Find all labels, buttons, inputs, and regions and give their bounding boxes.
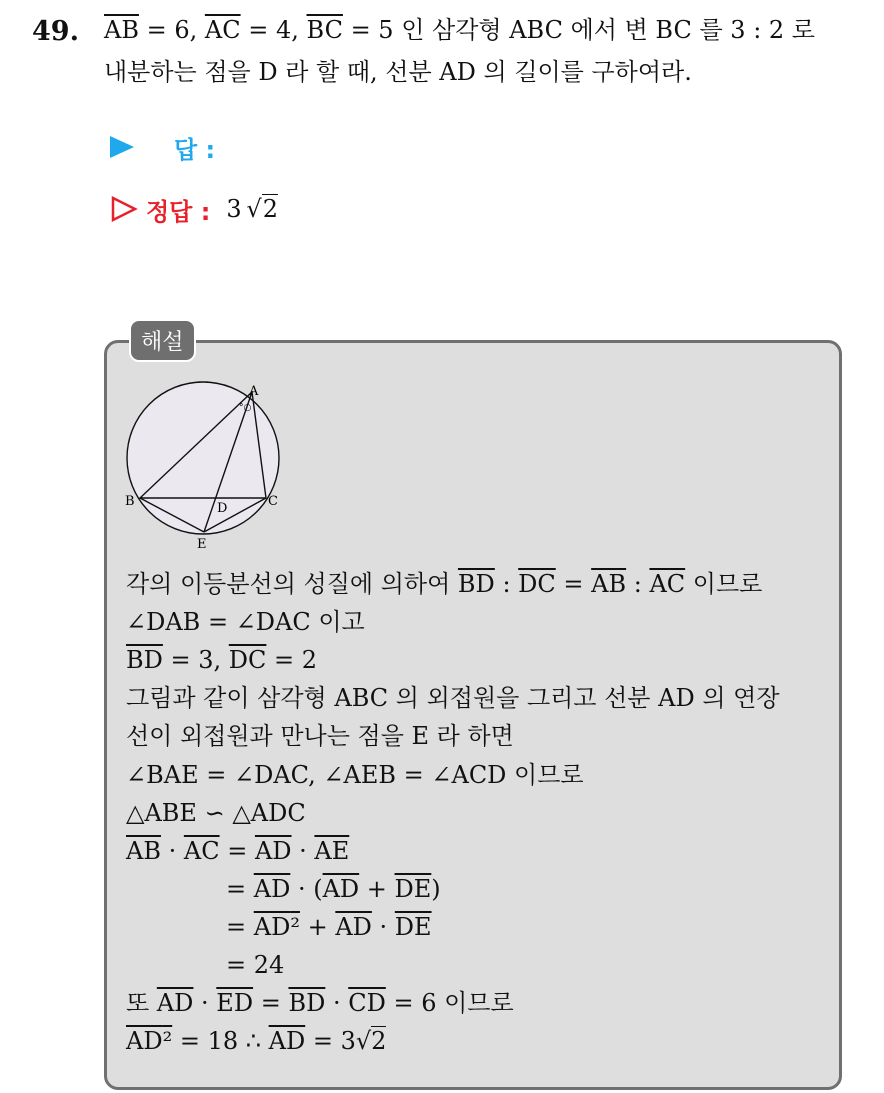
overline-segment: $\overline{AD}$ — [268, 1027, 306, 1055]
overline-segment: $\overline{CD}$ — [348, 989, 386, 1017]
overline-segment: $\overline{AD}$ — [253, 913, 291, 941]
text-run: = 3, — [162, 646, 229, 674]
text-run: 또 — [126, 989, 157, 1017]
solution-line — [126, 988, 514, 1018]
overline-segment: $\overline{AC}$ — [204, 16, 241, 44]
solution-line — [126, 607, 365, 637]
text-run: = 2 — [266, 646, 318, 674]
text-run: 선이 외접원과 만나는 점을 E 라 하면 — [126, 722, 514, 750]
text-run: = 6 이므로 — [385, 989, 514, 1017]
question-number: 49. — [32, 16, 79, 47]
text-run: · — [160, 837, 184, 865]
overline-segment: $\overline{BC}$ — [306, 16, 343, 44]
angle-mark: °○ — [239, 403, 252, 413]
label-e: E — [197, 537, 207, 552]
text-run: = — [253, 989, 289, 1017]
question-line-2: 내분하는 점을 D 라 할 때, 선분 AD 의 길이를 구하여라. — [104, 58, 692, 86]
solution-line — [226, 950, 284, 980]
overline-segment: $\overline{BD}$ — [126, 646, 163, 674]
label-b: B — [125, 494, 135, 509]
overline-segment: ² — [290, 913, 300, 941]
text-run: = 24 — [226, 951, 285, 979]
overline-segment: $\overline{BD}$ — [288, 989, 326, 1017]
text-run: = 18 ∴ — [172, 1027, 269, 1055]
circumcircle — [127, 382, 279, 534]
text-run: : — [494, 570, 519, 598]
text-run: = 5 인 삼각형 ABC 에서 변 BC 를 3 : 2 로 — [342, 16, 815, 44]
solution-line — [126, 683, 780, 713]
overline-segment: $\overline{AB}$ — [126, 837, 161, 865]
solution-line — [226, 874, 441, 904]
correct-answer-value: 3 √2 — [226, 195, 278, 223]
text-run: √ — [355, 1027, 372, 1055]
text-run: + — [359, 875, 395, 903]
circumcircle-figure — [118, 378, 293, 553]
solution-line — [126, 645, 317, 675]
solution-line — [126, 836, 349, 866]
correct-answer-label: 정답 : — [146, 197, 211, 226]
play-triangle-icon — [110, 136, 134, 158]
correct-answer-row — [110, 191, 278, 227]
text-run: = 3 — [305, 1027, 356, 1055]
overline-segment: $\overline{AD}$ — [254, 837, 292, 865]
overline-segment: $\overline{AC}$ — [183, 837, 220, 865]
overline-segment: $\overline{AB}$ — [591, 570, 627, 598]
overline-segment: $\overline{AE}$ — [314, 837, 350, 865]
text-run: = 6, — [138, 16, 205, 44]
text-run: · ( — [290, 875, 323, 903]
label-c: C — [268, 494, 278, 509]
solution-line — [226, 912, 432, 942]
text-run: △ABE ∽ △ADC — [126, 799, 306, 827]
text-run: ∠DAB = ∠DAC 이고 — [126, 608, 365, 636]
overline-segment: $\overline{AC}$ — [649, 570, 686, 598]
overline-segment: $\overline{AD}$ — [126, 1027, 163, 1055]
outline-triangle-icon — [110, 195, 138, 223]
answer-row — [110, 130, 215, 164]
text-run: · — [371, 913, 395, 941]
solution-line — [126, 1026, 386, 1056]
question-line-1 — [104, 14, 815, 46]
overline-segment: $\overline{AD}$ — [335, 913, 372, 941]
solution-line — [126, 721, 514, 751]
text-run: 그림과 같이 삼각형 ABC 의 외접원을 그리고 선분 AD 의 연장 — [126, 684, 780, 712]
text-run: 이므로 — [685, 570, 763, 598]
overline-segment: $\overline{DC}$ — [228, 646, 267, 674]
text-run: 각의 이등분선의 성질에 의하여 — [126, 570, 458, 598]
text-run: · — [291, 837, 315, 865]
text-run: · — [193, 989, 217, 1017]
label-a: A — [249, 384, 259, 399]
overline-segment: $\overline{DE}$ — [394, 913, 432, 941]
text-run: ) — [431, 875, 441, 903]
solution-tag: 해설 — [129, 319, 196, 362]
text-run: : — [626, 570, 650, 598]
text-run: + — [299, 913, 336, 941]
overline-segment: $\overline{AB}$ — [104, 16, 139, 44]
text-run: = — [226, 913, 254, 941]
overline-segment: $\overline{AD}$ — [322, 875, 360, 903]
text-run: = — [219, 837, 255, 865]
solution-line — [126, 569, 762, 599]
text-run: · — [325, 989, 349, 1017]
overline-segment: $\overline{DC}$ — [518, 570, 556, 598]
text-run: ∠BAE = ∠DAC, ∠AEB = ∠ACD 이므로 — [126, 761, 584, 789]
overline-segment: $\overline{AD}$ — [156, 989, 194, 1017]
overline-segment: $\overline{ED}$ — [216, 989, 254, 1017]
answer-label: 답 : — [174, 135, 216, 164]
label-d: D — [217, 501, 228, 516]
solution-line — [126, 760, 584, 790]
overline-segment: $\overline{DE}$ — [394, 875, 432, 903]
overline-segment: $\overline{AD}$ — [253, 875, 291, 903]
overline-segment: $\overline{BD}$ — [457, 570, 495, 598]
solution-line — [126, 798, 306, 828]
text-run: = — [555, 570, 592, 598]
text-run: = — [226, 875, 254, 903]
radicand: 2 — [371, 1027, 387, 1055]
text-run: = 4, — [240, 16, 307, 44]
overline-segment: ² — [162, 1027, 173, 1055]
